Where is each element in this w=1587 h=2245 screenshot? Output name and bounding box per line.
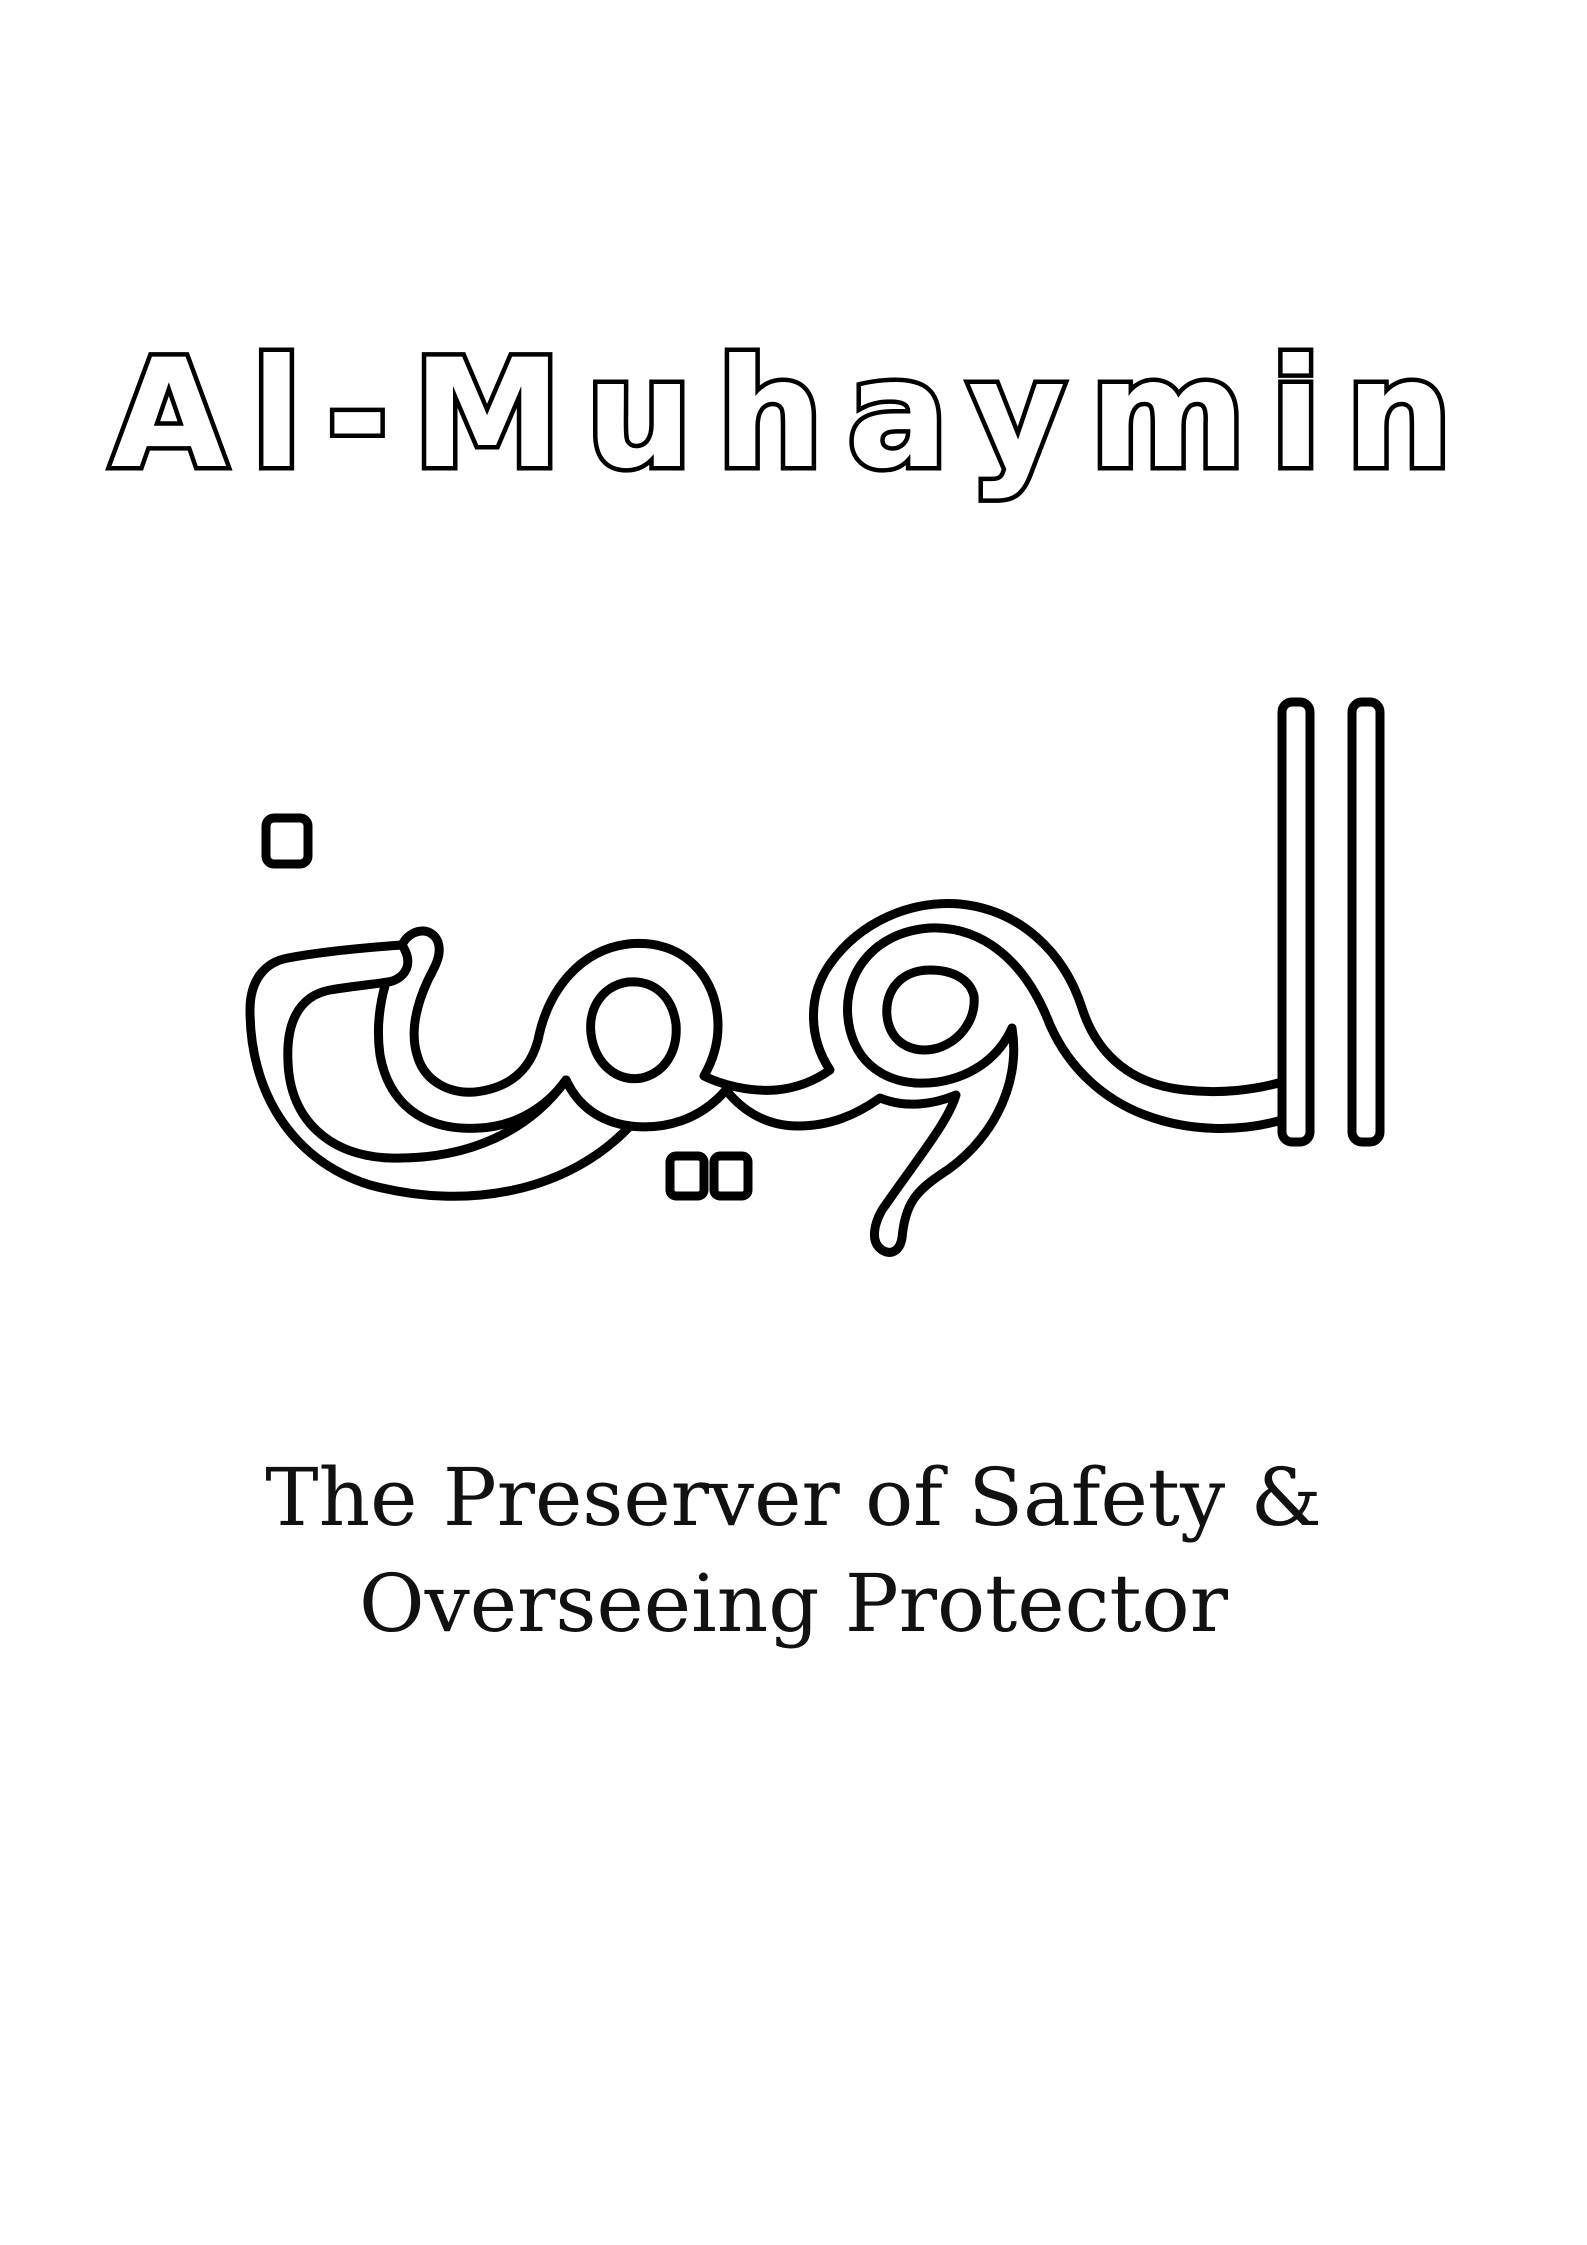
- lam-stroke: [1282, 702, 1310, 1142]
- ya-dot-left: [670, 1156, 704, 1196]
- meem-counter-left: [591, 982, 677, 1079]
- ya-dot-right: [714, 1156, 748, 1196]
- name-latin-title: Al-Muhaymin: [110, 328, 1477, 502]
- meem-counter-right: [887, 970, 974, 1050]
- noon-dot: [266, 818, 308, 864]
- meaning-line-2: Overseeing Protector: [359, 1556, 1228, 1650]
- arabic-word-body: [378, 904, 1282, 1253]
- alif-stroke: [1352, 702, 1380, 1142]
- arabic-name-calligraphy: [170, 690, 1430, 1260]
- name-meaning: [0, 1445, 1587, 1656]
- meaning-line-1: The Preserver of Safety &: [265, 1451, 1322, 1544]
